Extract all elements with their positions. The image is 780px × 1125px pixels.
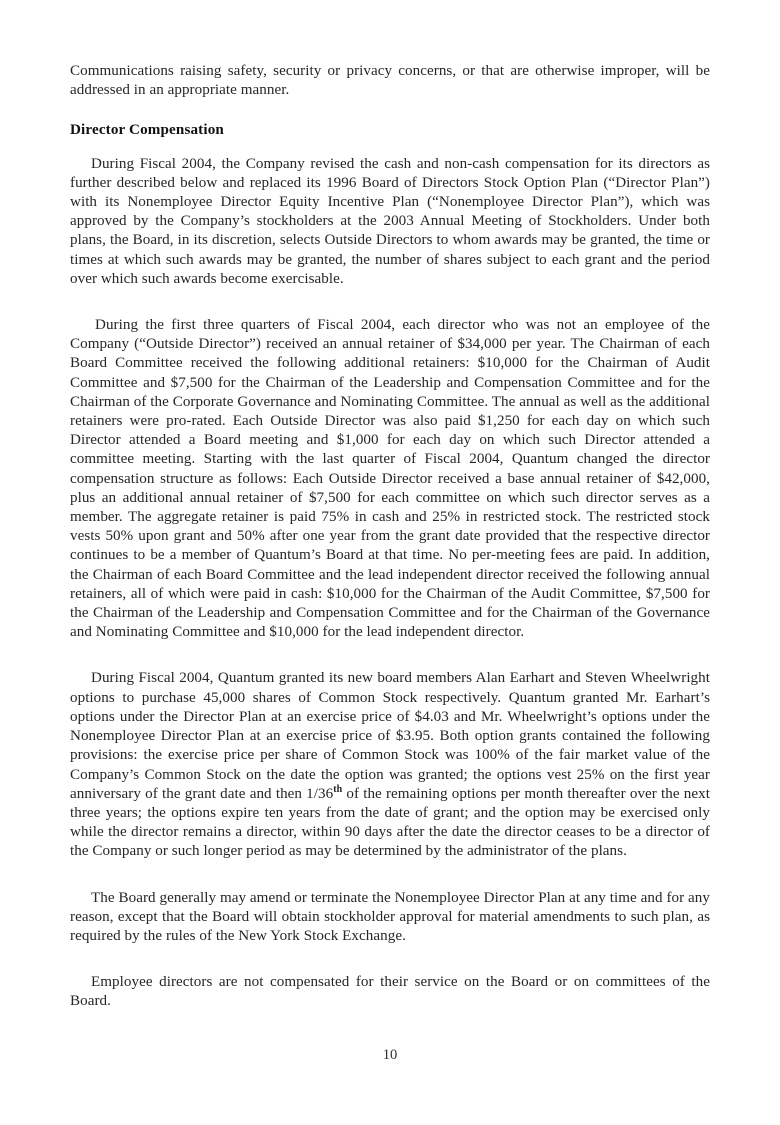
paragraph-retainers: During the first three quarters of Fiscal 2004, each director who was not an employee of the Company (“Outside Director”) received an annual retainer of $34,000 per year. The Chairman of each Board Committee received the following additional retainers: $10,000 for the Chairman of Audit Committee and $7,500 for the Chairman of the Leadership and Compensation Committee and for the Chairman of the Corporate Governance and Nominating Committee. The annual as well as the additional retainers were pro-rated. Each Outside Director was also paid $1,250 for each day on which such Director attended a Board meeting and $1,000 for each day on which such Director attended a committee meeting. Starting with the last quarter of Fiscal 2004, Quantum changed the director compensation structure as follows: Each Outside Director received a base annual retainer of $42,000, plus an additional annual retainer of $7,500 for each committee on which such director serves as a member. The aggregate retainer is paid 75% in cash and 25% in restricted stock. The restricted stock vests 50% upon grant and 50% after one year from the grant date provided that the respective director continues to be a member of Quantum’s Board at that time. No per-meeting fees are paid. In addition, the Chairman of each Board Committee and the lead independent director received the following annual retainers, all of which were paid in cash: $10,000 for the Chairman of the Audit Committee, $7,500 for the Chairman of the Leadership and Compensation Committee and for the Chairman of the Governance and Nominating Committee and $10,000 for the lead independent director.: [70, 317, 710, 641]
paragraph-spacer: [70, 876, 710, 889]
paragraph-spacer: [70, 656, 710, 669]
paragraph-employee-directors: Employee directors are not compensated for their service on the Board or on committees of the Board.: [70, 974, 710, 1010]
document-body: [70, 62, 710, 1012]
paragraph-amend-terminate: The Board generally may amend or terminate the Nonemployee Director Plan at any time and for any reason, except that the Board will obtain stockholder approval for material amendments to such plan, as required by the rules of the New York Stock Exchange.: [70, 889, 710, 944]
option-grants-text-part2: of the remaining options per month thereafter over the next three years; the options expire ten years from the date of grant; and the option may be exercised only while the director remains a director, within 90 days after the date the director ceases to be a director of the Company or such longer period as may be determined by the administrator of the plans.: [70, 785, 710, 860]
section-heading-director-compensation: Director Compensation: [70, 122, 224, 139]
paragraph-option-grants: [70, 669, 710, 861]
option-grants-text-part1: During Fiscal 2004, Quantum granted its new board members Alan Earhart and Steven Wheelwright options to purchase 45,000 shares of Common Stock respectively. Quantum granted Mr. Earhart’s options under the Director Plan at an exercise price of $4.03 and Mr. Wheelwright’s options under the Nonemployee Director Plan at an exercise price of $3.95. Both option grants contained the following provisions: the exercise price per share of Common Stock was 100% of the fair market value of the Company’s Common Stock on the date the option was granted; the options vest 25% on the first year anniversary of the grant date and then 1/36: [70, 670, 710, 802]
paragraph-communications: Communications raising safety, security or privacy concerns, or that are otherwise improper, will be addressed in an appropriate manner.: [70, 63, 710, 99]
ordinal-superscript-th: th: [333, 783, 343, 795]
paragraph-spacer: [70, 960, 710, 973]
page-number: 10: [382, 1047, 398, 1063]
paragraph-spacer: [70, 303, 710, 316]
paragraph-fiscal-2004-revision: During Fiscal 2004, the Company revised the cash and non-cash compensation for its directors as further described below and replaced its 1996 Board of Directors Stock Option Plan (“Director Plan”) with its Nonemployee Director Equity Incentive Plan (“Nonemployee Director Plan”), which was approved by the Company’s stockholders at the 2003 Annual Meeting of Stockholders. Under both plans, the Board, in its discretion, selects Outside Directors to whom awards may be granted, the time or times at which such awards may be granted, the number of shares subject to each grant and the period over which such awards become exercisable.: [70, 155, 710, 287]
